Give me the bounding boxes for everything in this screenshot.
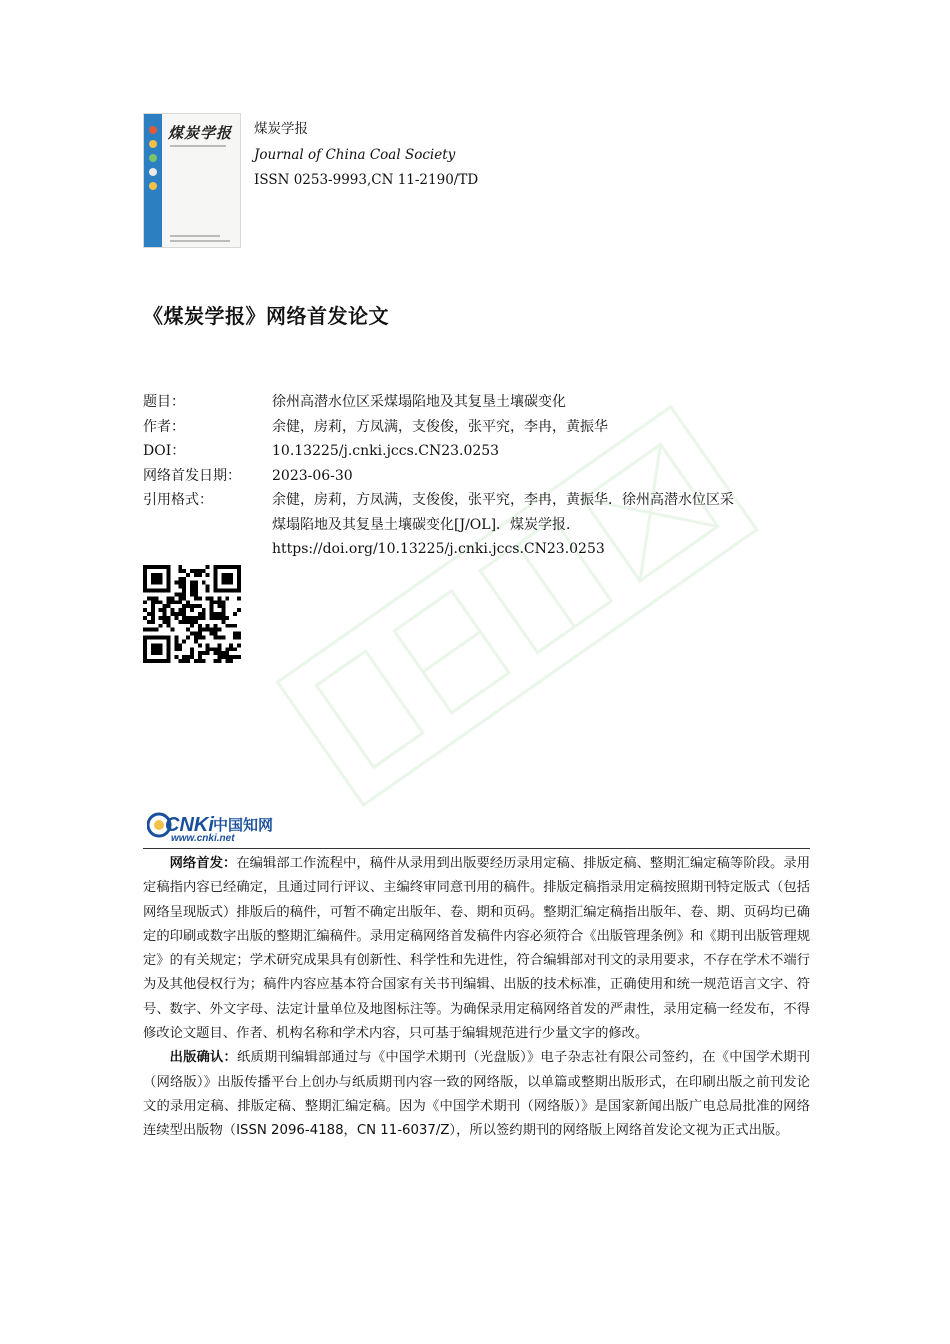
journal-name-en: Journal of China Coal Society <box>254 146 456 163</box>
notice-label: 网络首发： <box>169 856 237 871</box>
journal-cover-image <box>143 113 241 248</box>
journal-info <box>254 117 478 194</box>
journal-name-cn: 煤炭学报 <box>254 121 308 137</box>
meta-row-doi <box>143 439 813 464</box>
article-title: 徐州高潜水位区采煤塌陷地及其复垦土壤碳变化 <box>272 394 566 410</box>
meta-row-date <box>143 464 813 489</box>
notice-paragraph-online-first <box>143 852 810 1046</box>
cover-subtitle-line <box>170 145 226 147</box>
cover-footer-line <box>170 240 230 242</box>
article-doi: 10.13225/j.cnki.jccs.CN23.0253 <box>272 443 500 459</box>
citation-text <box>272 488 813 562</box>
cover-badge <box>149 182 157 190</box>
authors-label: 作者： <box>143 418 185 435</box>
publish-date: 2023-06-30 <box>272 467 353 484</box>
notice-paragraph-confirmation <box>143 1046 810 1143</box>
citation-line: 煤塌陷地及其复垦土壤碳变化[J/OL]．煤炭学报. <box>272 516 571 533</box>
cover-badge <box>149 126 157 134</box>
page-title: 《煤炭学报》网络首发论文 <box>143 304 389 328</box>
publication-notice <box>143 852 810 1144</box>
article-authors: 余健，房莉，方凤满，支俊俊，张平究，李冉，黄振华 <box>272 418 608 435</box>
title-label: 题目： <box>143 394 185 410</box>
cover-badge <box>149 140 157 148</box>
notice-text: 在编辑部工作流程中，稿件从录用到出版要经历录用定稿、排版定稿、整期汇编定稿等阶段。录用定稿指内容已经确定，且通过同行评议、主编终审同意刊用的稿件。排版定稿指录用定稿按照期刊特定版式（包括网络呈现版式）排版后的稿件，可暂不确定出版年、卷、期和页码。整期汇编定稿指出版年、卷、期、页码均已确定的印刷或数字出版的整期汇编稿件。录用定稿网络首发稿件内容必须符合《出版管理条例》和《期刊出版管理规定》的有关规定；学术研究成果具有创新性、科学性和先进性，符合编辑部对刊文的录用要求，不存在学术不端行为及其他侵权行为；稿件内容应基本符合国家有关书刊编辑、出版的技术标准，正确使用和统一规范语言文字、符号、数字、外文字母、法定计量单位及地图标注等。为确保录用定稿网络首发的严肃性，录用定稿一经发布，不得修改论文题目、作者、机构名称和学术内容，只可基于编辑规范进行少量文字的修改。 <box>143 856 811 1042</box>
journal-issn: ISSN 0253-9993,CN 11-2190/TD <box>254 172 479 188</box>
qr-code <box>143 565 241 663</box>
cnki-logo-url: www.cnki.net <box>171 833 235 843</box>
logo-divider <box>143 848 810 849</box>
notice-label: 出版确认： <box>169 1050 238 1066</box>
citation-line: 余健，房莉，方凤满，支俊俊，张平究，李冉，黄振华．徐州高潜水位区采 <box>272 492 734 508</box>
cnki-logo <box>147 807 287 843</box>
meta-row-authors <box>143 415 813 440</box>
citation-label: 引用格式： <box>143 492 213 508</box>
date-label: 网络首发日期： <box>143 467 241 484</box>
cnki-logo-cn: 中国知网 <box>213 816 274 834</box>
meta-row-title <box>143 390 813 415</box>
citation-doi-link[interactable]: https://doi.org/10.13225/j.cnki.jccs.CN23.0253 <box>272 541 605 557</box>
notice-text: 纸质期刊编辑部通过与《中国学术期刊（光盘版）》电子杂志社有限公司签约，在《中国学术期刊（网络版）》出版传播平台上创办与纸质期刊内容一致的网络版，以单篇或整期出版形式，在印刷出版之前刊发论文的录用定稿、排版定稿、整期汇编定稿。因为《中国学术期刊（网络版）》是国家新闻出版广电总局批准的网络连续型出版物（ISSN 2096-4188，CN 11-6037/Z），所以签约期刊的网络版上网络首发论文视为正式出版。 <box>143 1050 810 1139</box>
doi-label: DOI： <box>143 443 186 459</box>
meta-row-citation <box>143 488 813 562</box>
cover-footer-line <box>170 235 220 237</box>
cnki-logo-text: CNKi <box>165 814 214 836</box>
cover-title: 煤炭学报 <box>168 124 233 142</box>
cover-badge <box>149 168 157 176</box>
article-metadata <box>143 390 813 562</box>
cover-badge <box>149 154 157 162</box>
